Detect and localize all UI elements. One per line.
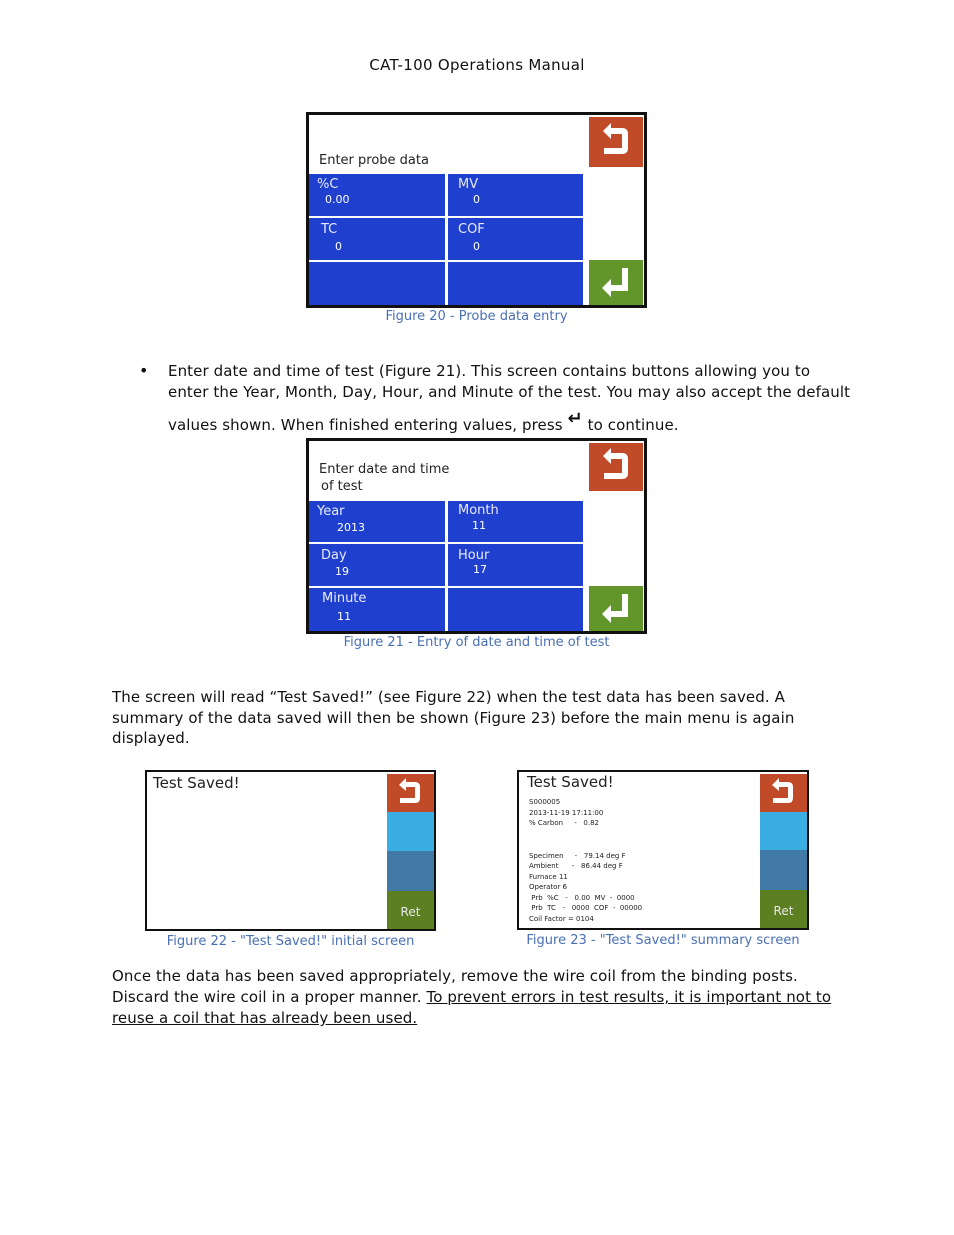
screen-title: Enter probe data bbox=[319, 153, 429, 168]
bullet-figure-ref: (Figure 21). bbox=[374, 362, 472, 380]
side-button-2[interactable] bbox=[387, 812, 434, 851]
paragraph-1-line-2: summary of the data saved will then be shown (Figure 23) before the main menu is again bbox=[112, 709, 795, 727]
screen-title: Test Saved! bbox=[527, 773, 614, 791]
cell-cof[interactable] bbox=[448, 218, 583, 260]
ret-button[interactable] bbox=[387, 891, 434, 929]
bullet-line-3 bbox=[168, 408, 679, 436]
summary-line: S000005 bbox=[529, 798, 561, 806]
ret-button[interactable] bbox=[760, 890, 807, 928]
test-saved-summary-screen bbox=[517, 770, 809, 930]
cell-day[interactable] bbox=[309, 544, 445, 586]
ret-label: Ret bbox=[400, 905, 421, 919]
cell-value: 0 bbox=[335, 240, 342, 253]
cell-hour[interactable] bbox=[448, 544, 583, 586]
cell-label: Month bbox=[458, 503, 499, 518]
back-button[interactable] bbox=[589, 117, 643, 167]
figure-21-caption: Figure 21 - Entry of date and time of test bbox=[343, 635, 610, 650]
screen-title: Test Saved! bbox=[153, 774, 240, 792]
back-button[interactable] bbox=[387, 774, 434, 812]
back-arrow-icon bbox=[760, 774, 807, 812]
cell-label: TC bbox=[321, 222, 338, 237]
summary-line: Ambient - 86.44 deg F bbox=[529, 862, 623, 870]
cell-label: MV bbox=[458, 177, 479, 192]
cell-value: 19 bbox=[335, 565, 349, 578]
enter-button[interactable] bbox=[589, 260, 643, 305]
cell-value: 2013 bbox=[337, 521, 365, 534]
bullet-line-2: enter the Year, Month, Day, Hour, and Minute of the test. You may also accept the default bbox=[168, 383, 851, 401]
summary-line bbox=[529, 829, 759, 851]
back-button[interactable] bbox=[760, 774, 807, 812]
back-arrow-icon bbox=[589, 117, 643, 167]
warning-text: To prevent errors in test results, it is important not to bbox=[426, 988, 832, 1006]
summary-line: Coil Factor = 0104 bbox=[529, 914, 594, 923]
paragraph-1-line-3: displayed. bbox=[112, 729, 190, 747]
summary-line: 2013-11-19 17:11:00 bbox=[529, 808, 604, 817]
side-button-2[interactable] bbox=[760, 812, 807, 850]
screen-title-line-2: of test bbox=[321, 479, 363, 494]
enter-arrow-icon bbox=[589, 586, 643, 631]
paragraph-2-line-2 bbox=[112, 987, 831, 1008]
cell-empty[interactable] bbox=[448, 588, 583, 631]
bullet-text: This screen contains buttons allowing you to bbox=[471, 362, 811, 380]
test-saved-initial-screen bbox=[145, 770, 436, 931]
paragraph-1-line-1: The screen will read “Test Saved!” (see Figure 22) when the test data has been saved. A bbox=[112, 688, 785, 706]
page-header: CAT-100 Operations Manual bbox=[369, 56, 585, 74]
cell-label: Year bbox=[317, 504, 345, 519]
back-arrow-icon bbox=[387, 774, 434, 812]
summary-line: Prb TC - 0000 COF - 00000 bbox=[529, 904, 643, 912]
paragraph-2-plain: Discard the wire coil in a proper manner. bbox=[112, 988, 427, 1006]
cell-empty[interactable] bbox=[448, 262, 583, 305]
probe-data-screen bbox=[306, 112, 647, 308]
cell-mv[interactable] bbox=[448, 174, 583, 216]
cell-label: Day bbox=[321, 548, 347, 563]
cell-year[interactable] bbox=[309, 501, 445, 542]
cell-empty[interactable] bbox=[309, 262, 445, 305]
screen-title-line-1: Enter date and time bbox=[319, 462, 450, 477]
bullet-dot: • bbox=[139, 361, 149, 380]
cell-value: 17 bbox=[473, 563, 487, 576]
paragraph-2-line-1: Once the data has been saved appropriately, remove the wire coil from the binding posts. bbox=[112, 967, 798, 985]
cell-minute[interactable] bbox=[309, 588, 445, 631]
figure-23-caption: Figure 23 - "Test Saved!" summary screen bbox=[526, 933, 800, 948]
enter-button[interactable] bbox=[589, 586, 643, 631]
side-button-3[interactable] bbox=[760, 850, 807, 890]
date-time-screen bbox=[306, 438, 647, 634]
side-button-3[interactable] bbox=[387, 851, 434, 891]
cell-value: 0.00 bbox=[325, 193, 350, 206]
summary-line: Prb %C - 0.00 MV - 0000 bbox=[529, 893, 635, 902]
warning-text-continued: reuse a coil that has already been used. bbox=[112, 1009, 418, 1027]
cell-label: COF bbox=[458, 222, 485, 237]
cell-value: 11 bbox=[472, 519, 486, 532]
summary-line: % Carbon - 0.82 bbox=[529, 819, 600, 827]
cell-label: %C bbox=[317, 177, 339, 192]
summary-line: Specimen - 79.14 deg F bbox=[529, 851, 626, 860]
enter-arrow-icon bbox=[589, 260, 643, 305]
summary-line: Operator 6 bbox=[529, 883, 568, 891]
figure-20-caption: Figure 20 - Probe data entry bbox=[385, 309, 568, 324]
bullet-line-3-after: to continue. bbox=[582, 416, 679, 434]
summary-line: Furnace 11 bbox=[529, 872, 568, 881]
summary-lines bbox=[529, 797, 759, 924]
cell-label: Hour bbox=[458, 548, 490, 563]
enter-symbol-icon: ↵ bbox=[567, 408, 583, 429]
back-arrow-icon bbox=[589, 443, 643, 491]
cell-value: 0 bbox=[473, 193, 480, 206]
cell-value: 11 bbox=[337, 610, 351, 623]
ret-label: Ret bbox=[773, 904, 794, 918]
bullet-bold-text: Enter date and time of test bbox=[168, 362, 374, 380]
cell-tc[interactable] bbox=[309, 218, 445, 260]
bullet-line-3-before: values shown. When finished entering values, press bbox=[168, 416, 568, 434]
bullet-line-1 bbox=[168, 361, 810, 382]
figure-22-caption: Figure 22 - "Test Saved!" initial screen bbox=[166, 934, 415, 949]
back-button[interactable] bbox=[589, 443, 643, 491]
cell-percent-carbon[interactable] bbox=[309, 174, 445, 216]
cell-month[interactable] bbox=[448, 501, 583, 542]
cell-label: Minute bbox=[322, 591, 367, 606]
cell-value: 0 bbox=[473, 240, 480, 253]
